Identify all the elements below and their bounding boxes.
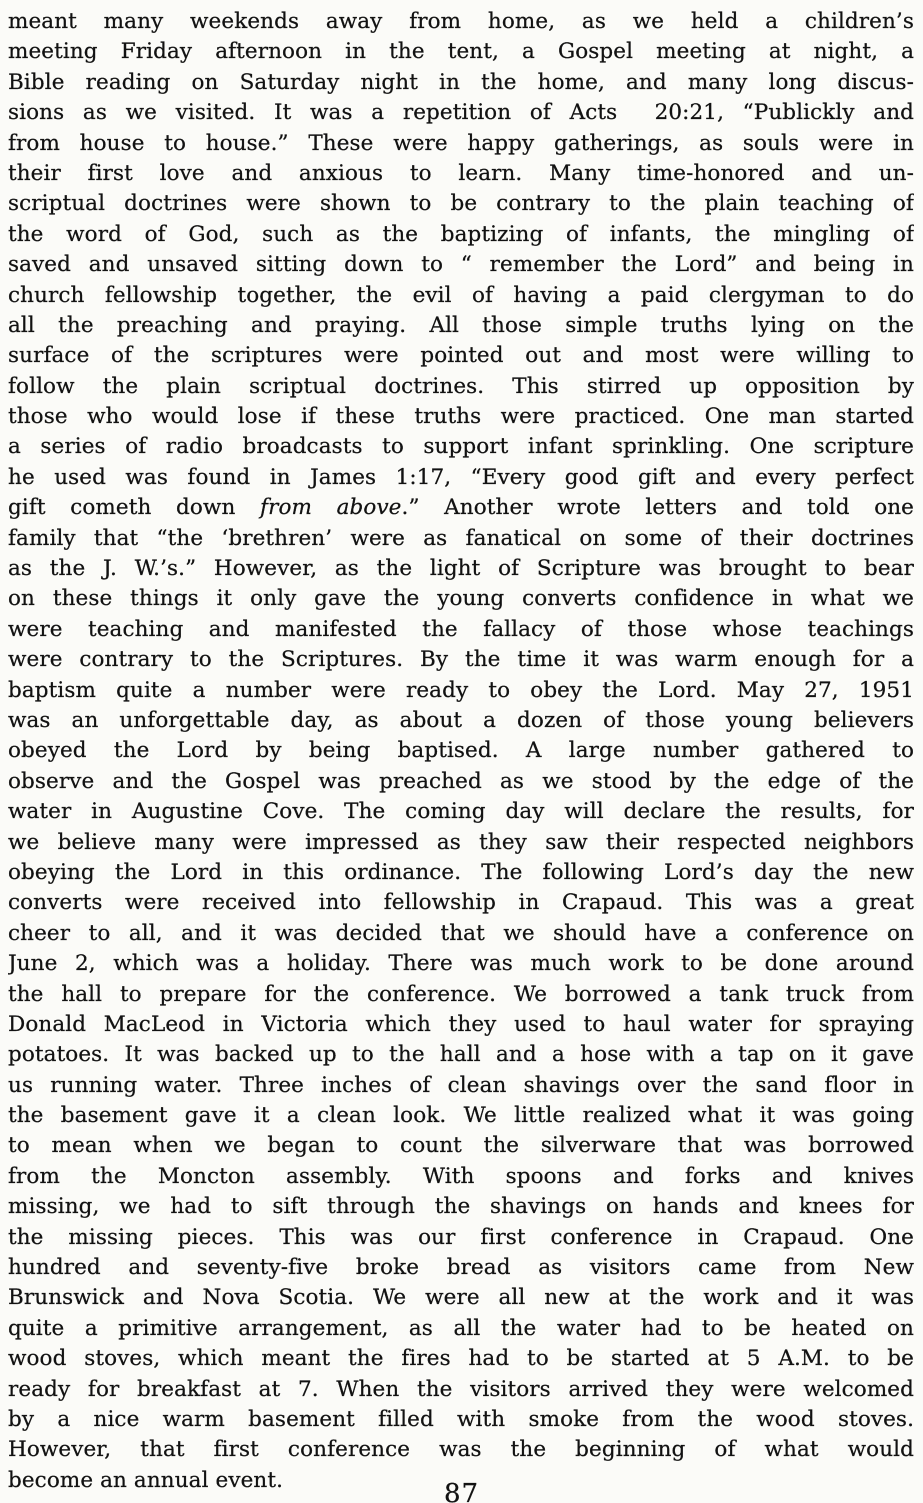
- body-text: [8, 7, 914, 1496]
- text-line: church fellowship together, the evil of having a paid clergyman to do: [8, 282, 914, 308]
- text-line: scriptual doctrines were shown to be contrary to the plain teaching of: [8, 191, 914, 217]
- text-line: family that “the ‘brethren’ were as fanatical on some of their doctrines: [8, 525, 914, 551]
- text-line: from the Moncton assembly. With spoons and forks and knives: [8, 1163, 914, 1189]
- text-line: quite a primitive arrangement, as all the water had to be heated on: [8, 1315, 914, 1341]
- text-line: observe and the Gospel was preached as we stood by the edge of the: [8, 768, 914, 794]
- text-line: Brunswick and Nova Scotia. We were all new at the work and it was: [8, 1285, 914, 1311]
- text-line: hundred and seventy-five broke bread as visitors came from New: [8, 1255, 914, 1281]
- text-line: the basement gave it a clean look. We little realized what it was going: [8, 1103, 914, 1129]
- text-line: were contrary to the Scriptures. By the time it was warm enough for a: [8, 647, 914, 673]
- text-line: all the preaching and praying. All those simple truths lying on the: [8, 312, 914, 338]
- text-line: Bible reading on Saturday night in the home, and many long discus-: [8, 69, 914, 95]
- text-line: However, that first conference was the beginning of what would: [8, 1437, 914, 1463]
- text-line: as the J. W.’s.” However, as the light of Scripture was brought to bear: [8, 556, 914, 582]
- text-line: baptism quite a number were ready to obey the Lord. May 27, 1951: [8, 677, 914, 703]
- text-line: gift cometh down from above.” Another wrote letters and told one: [8, 495, 914, 521]
- text-line: ready for breakfast at 7. When the visitors arrived they were welcomed: [8, 1376, 914, 1402]
- text-line: by a nice warm basement filled with smoke from the wood stoves.: [8, 1406, 914, 1432]
- text-line: obeyed the Lord by being baptised. A large number gathered to: [8, 738, 914, 764]
- text-line: were teaching and manifested the fallacy of those whose teachings: [8, 616, 914, 642]
- text-line: saved and unsaved sitting down to “ remember the Lord” and being in: [8, 252, 914, 278]
- text-line: sions as we visited. It was a repetition of Acts 20:21, “Publickly and: [8, 100, 914, 126]
- text-line: meant many weekends away from home, as we held a children’s: [8, 9, 914, 34]
- text-line: follow the plain scriptual doctrines. This stirred up opposition by: [8, 373, 914, 399]
- text-line: June 2, which was a holiday. There was much work to be done around: [8, 951, 914, 977]
- text-line: from house to house.” These were happy gatherings, as souls were in: [8, 130, 914, 156]
- text-line: was an unforgettable day, as about a dozen of those young believers: [8, 707, 914, 733]
- text-line: on these things it only gave the young converts confidence in what we: [8, 586, 914, 612]
- text-line: a series of radio broadcasts to support infant sprinkling. One scripture: [8, 434, 914, 460]
- text-line: potatoes. It was backed up to the hall and a hose with a tap on it gave: [8, 1042, 914, 1068]
- text-line: water in Augustine Cove. The coming day will declare the results, for: [8, 799, 914, 825]
- text-line: obeying the Lord in this ordinance. The following Lord’s day the new: [8, 859, 914, 885]
- text-line: meeting Friday afternoon in the tent, a Gospel meeting at night, a: [8, 39, 914, 65]
- text-line: wood stoves, which meant the fires had to be started at 5 A.M. to be: [8, 1346, 914, 1372]
- text-line: become an annual event.: [8, 1467, 284, 1493]
- text-line: we believe many were impressed as they saw their respected neighbors: [8, 829, 914, 855]
- text-line: their first love and anxious to learn. Many time-honored and un-: [8, 160, 914, 186]
- text-line: missing, we had to sift through the shavings on hands and knees for: [8, 1194, 914, 1220]
- text-line: us running water. Three inches of clean shavings over the sand floor in: [8, 1072, 914, 1098]
- text-line: the missing pieces. This was our first conference in Crapaud. One: [8, 1224, 914, 1250]
- page-number: 87: [443, 1479, 480, 1503]
- text-line: converts were received into fellowship in Crapaud. This was a great: [8, 890, 914, 916]
- text-line: those who would lose if these truths were practiced. One man started: [8, 404, 914, 430]
- text-line: the word of God, such as the baptizing of infants, the mingling of: [8, 221, 914, 247]
- text-line: the hall to prepare for the conference. We borrowed a tank truck from: [8, 981, 914, 1007]
- text-line: surface of the scriptures were pointed out and most were willing to: [8, 343, 914, 369]
- text-line: cheer to all, and it was decided that we should have a conference on: [8, 920, 914, 946]
- text-line: he used was found in James 1:17, “Every good gift and every perfect: [8, 464, 914, 490]
- text-line: to mean when we began to count the silverware that was borrowed: [8, 1133, 914, 1159]
- text-line: Donald MacLeod in Victoria which they used to haul water for spraying: [8, 1011, 914, 1037]
